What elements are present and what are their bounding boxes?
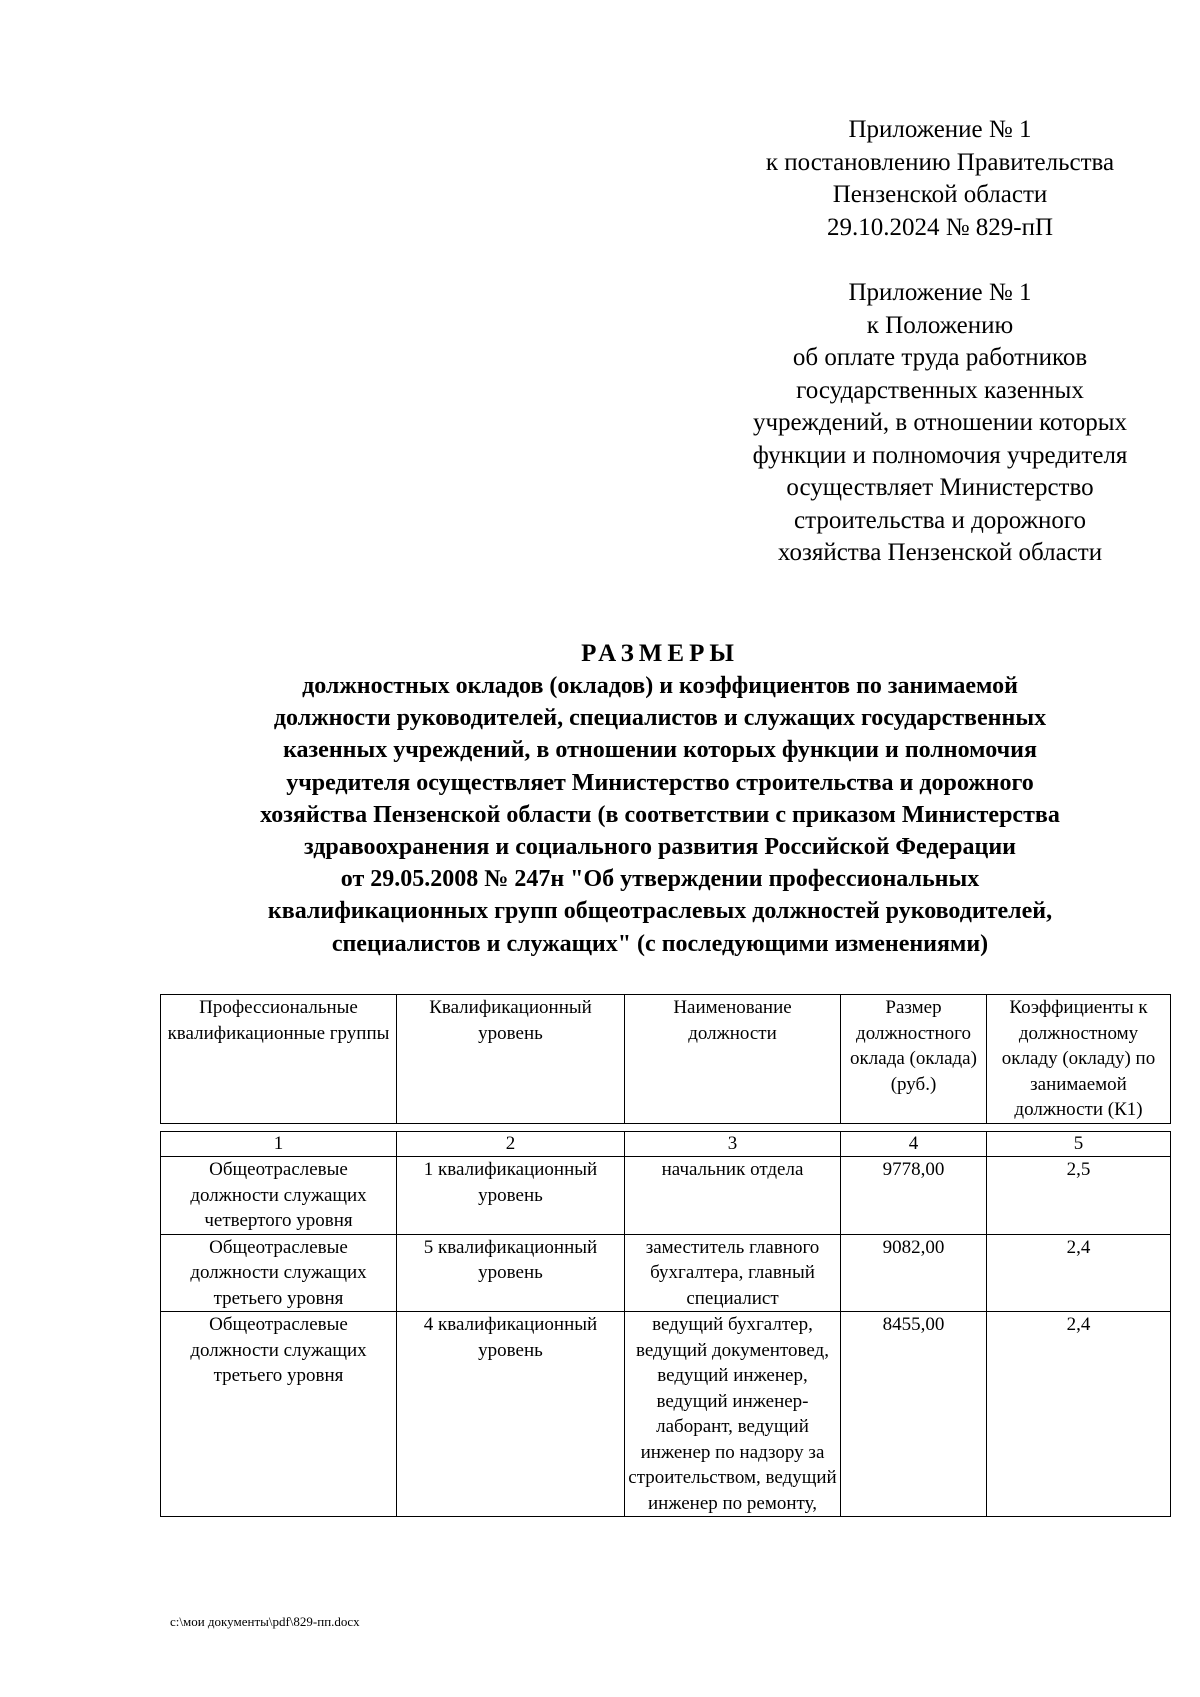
subtitle-line: должностных окладов (окладов) и коэффициентов по занимаемой — [302, 673, 1018, 699]
cell-group: Общеотраслевые должности служащих четвертого уровня — [161, 1157, 397, 1235]
salary-table-header — [160, 994, 1171, 1124]
salary-table — [160, 1131, 1171, 1517]
cell-coefficient: 2,4 — [987, 1234, 1171, 1312]
table-row — [161, 1312, 1171, 1517]
annex-line: строительства и дорожного — [794, 506, 1086, 534]
subtitle-line: хозяйства Пензенской области (в соответствии с приказом Министерства — [260, 801, 1060, 828]
cell-level: 4 квалификационный уровень — [397, 1312, 625, 1517]
cell-position: ведущий бухгалтер, ведущий документовед, ведущий инженер, ведущий инженер-лаборант, ведущий инженер по надзору за строительством, ведущий инженер по ремонту, — [625, 1312, 841, 1517]
annex-line: Пензенской области — [832, 181, 1048, 208]
annex-header — [700, 114, 1180, 244]
subtitle-line: квалификационных групп общеотраслевых должностей руководителей, — [267, 898, 1053, 925]
table-row — [161, 1157, 1171, 1235]
annex-line: 29.10.2024 № 829-пП — [826, 213, 1054, 241]
column-number: 5 — [987, 1132, 1171, 1157]
annex-line: к Положению — [866, 311, 1014, 339]
column-number-row — [161, 1132, 1171, 1157]
subtitle-line: специалистов и служащих" (с последующими изменениями) — [331, 930, 989, 957]
annex-line: об оплате труда работников — [792, 344, 1088, 371]
column-number: 1 — [161, 1132, 397, 1157]
cell-group: Общеотраслевые должности служащих третьего уровня — [161, 1312, 397, 1517]
cell-coefficient: 2,5 — [987, 1157, 1171, 1235]
annex-line: к постановлению Правительства — [765, 148, 1115, 176]
table-header-row — [161, 995, 1171, 1124]
document-title: РАЗМЕРЫ — [581, 640, 739, 667]
cell-salary: 8455,00 — [841, 1312, 987, 1517]
annex-line: Приложение № 1 — [848, 279, 1032, 306]
cell-coefficient: 2,4 — [987, 1312, 1171, 1517]
column-number: 3 — [625, 1132, 841, 1157]
subtitle-line: здравоохранения и социального развития Российской Федерации — [304, 834, 1016, 861]
cell-salary: 9082,00 — [841, 1234, 987, 1312]
cell-group: Общеотраслевые должности служащих третьего уровня — [161, 1234, 397, 1312]
annex-line: государственных казенных — [796, 376, 1084, 404]
subtitle-line: учредителя осуществляет Министерство строительства и дорожного — [286, 769, 1034, 796]
column-number: 4 — [841, 1132, 987, 1157]
cell-position: заместитель главного бухгалтера, главный специалист — [625, 1234, 841, 1312]
cell-salary: 9778,00 — [841, 1157, 987, 1235]
subtitle-line: казенных учреждений, в отношении которых функции и полномочия — [283, 737, 1037, 764]
annex-line: Приложение № 1 — [848, 116, 1032, 143]
document-subtitle — [150, 670, 1170, 960]
header-salary: Размер должностного оклада (оклада) (руб.) — [841, 995, 987, 1124]
subtitle-line: от 29.05.2008 № 247н "Об утверждении профессиональных — [340, 866, 980, 893]
annex-header-2 — [700, 277, 1180, 570]
header-level: Квалификационный уровень — [397, 995, 625, 1124]
subtitle-line: должности руководителей, специалистов и служащих государственных — [273, 705, 1047, 732]
table-row — [161, 1234, 1171, 1312]
annex-line: хозяйства Пензенской области — [777, 539, 1103, 566]
header-coefficient: Коэффициенты к должностному окладу (окладу) по занимаемой должности (К1) — [987, 995, 1171, 1124]
header-group: Профессиональные квалификационные группы — [161, 995, 397, 1124]
annex-line: осуществляет Министерство — [786, 474, 1094, 501]
annex-line: учреждений, в отношении которых — [752, 409, 1128, 436]
cell-level: 5 квалификационный уровень — [397, 1234, 625, 1312]
column-number: 2 — [397, 1132, 625, 1157]
header-position: Наименование должности — [625, 995, 841, 1124]
footer-file-path: c:\мои документы\pdf\829-пп.docx — [170, 1614, 360, 1629]
cell-level: 1 квалификационный уровень — [397, 1157, 625, 1235]
annex-line: функции и полномочия учредителя — [752, 441, 1128, 469]
cell-position: начальник отдела — [625, 1157, 841, 1235]
